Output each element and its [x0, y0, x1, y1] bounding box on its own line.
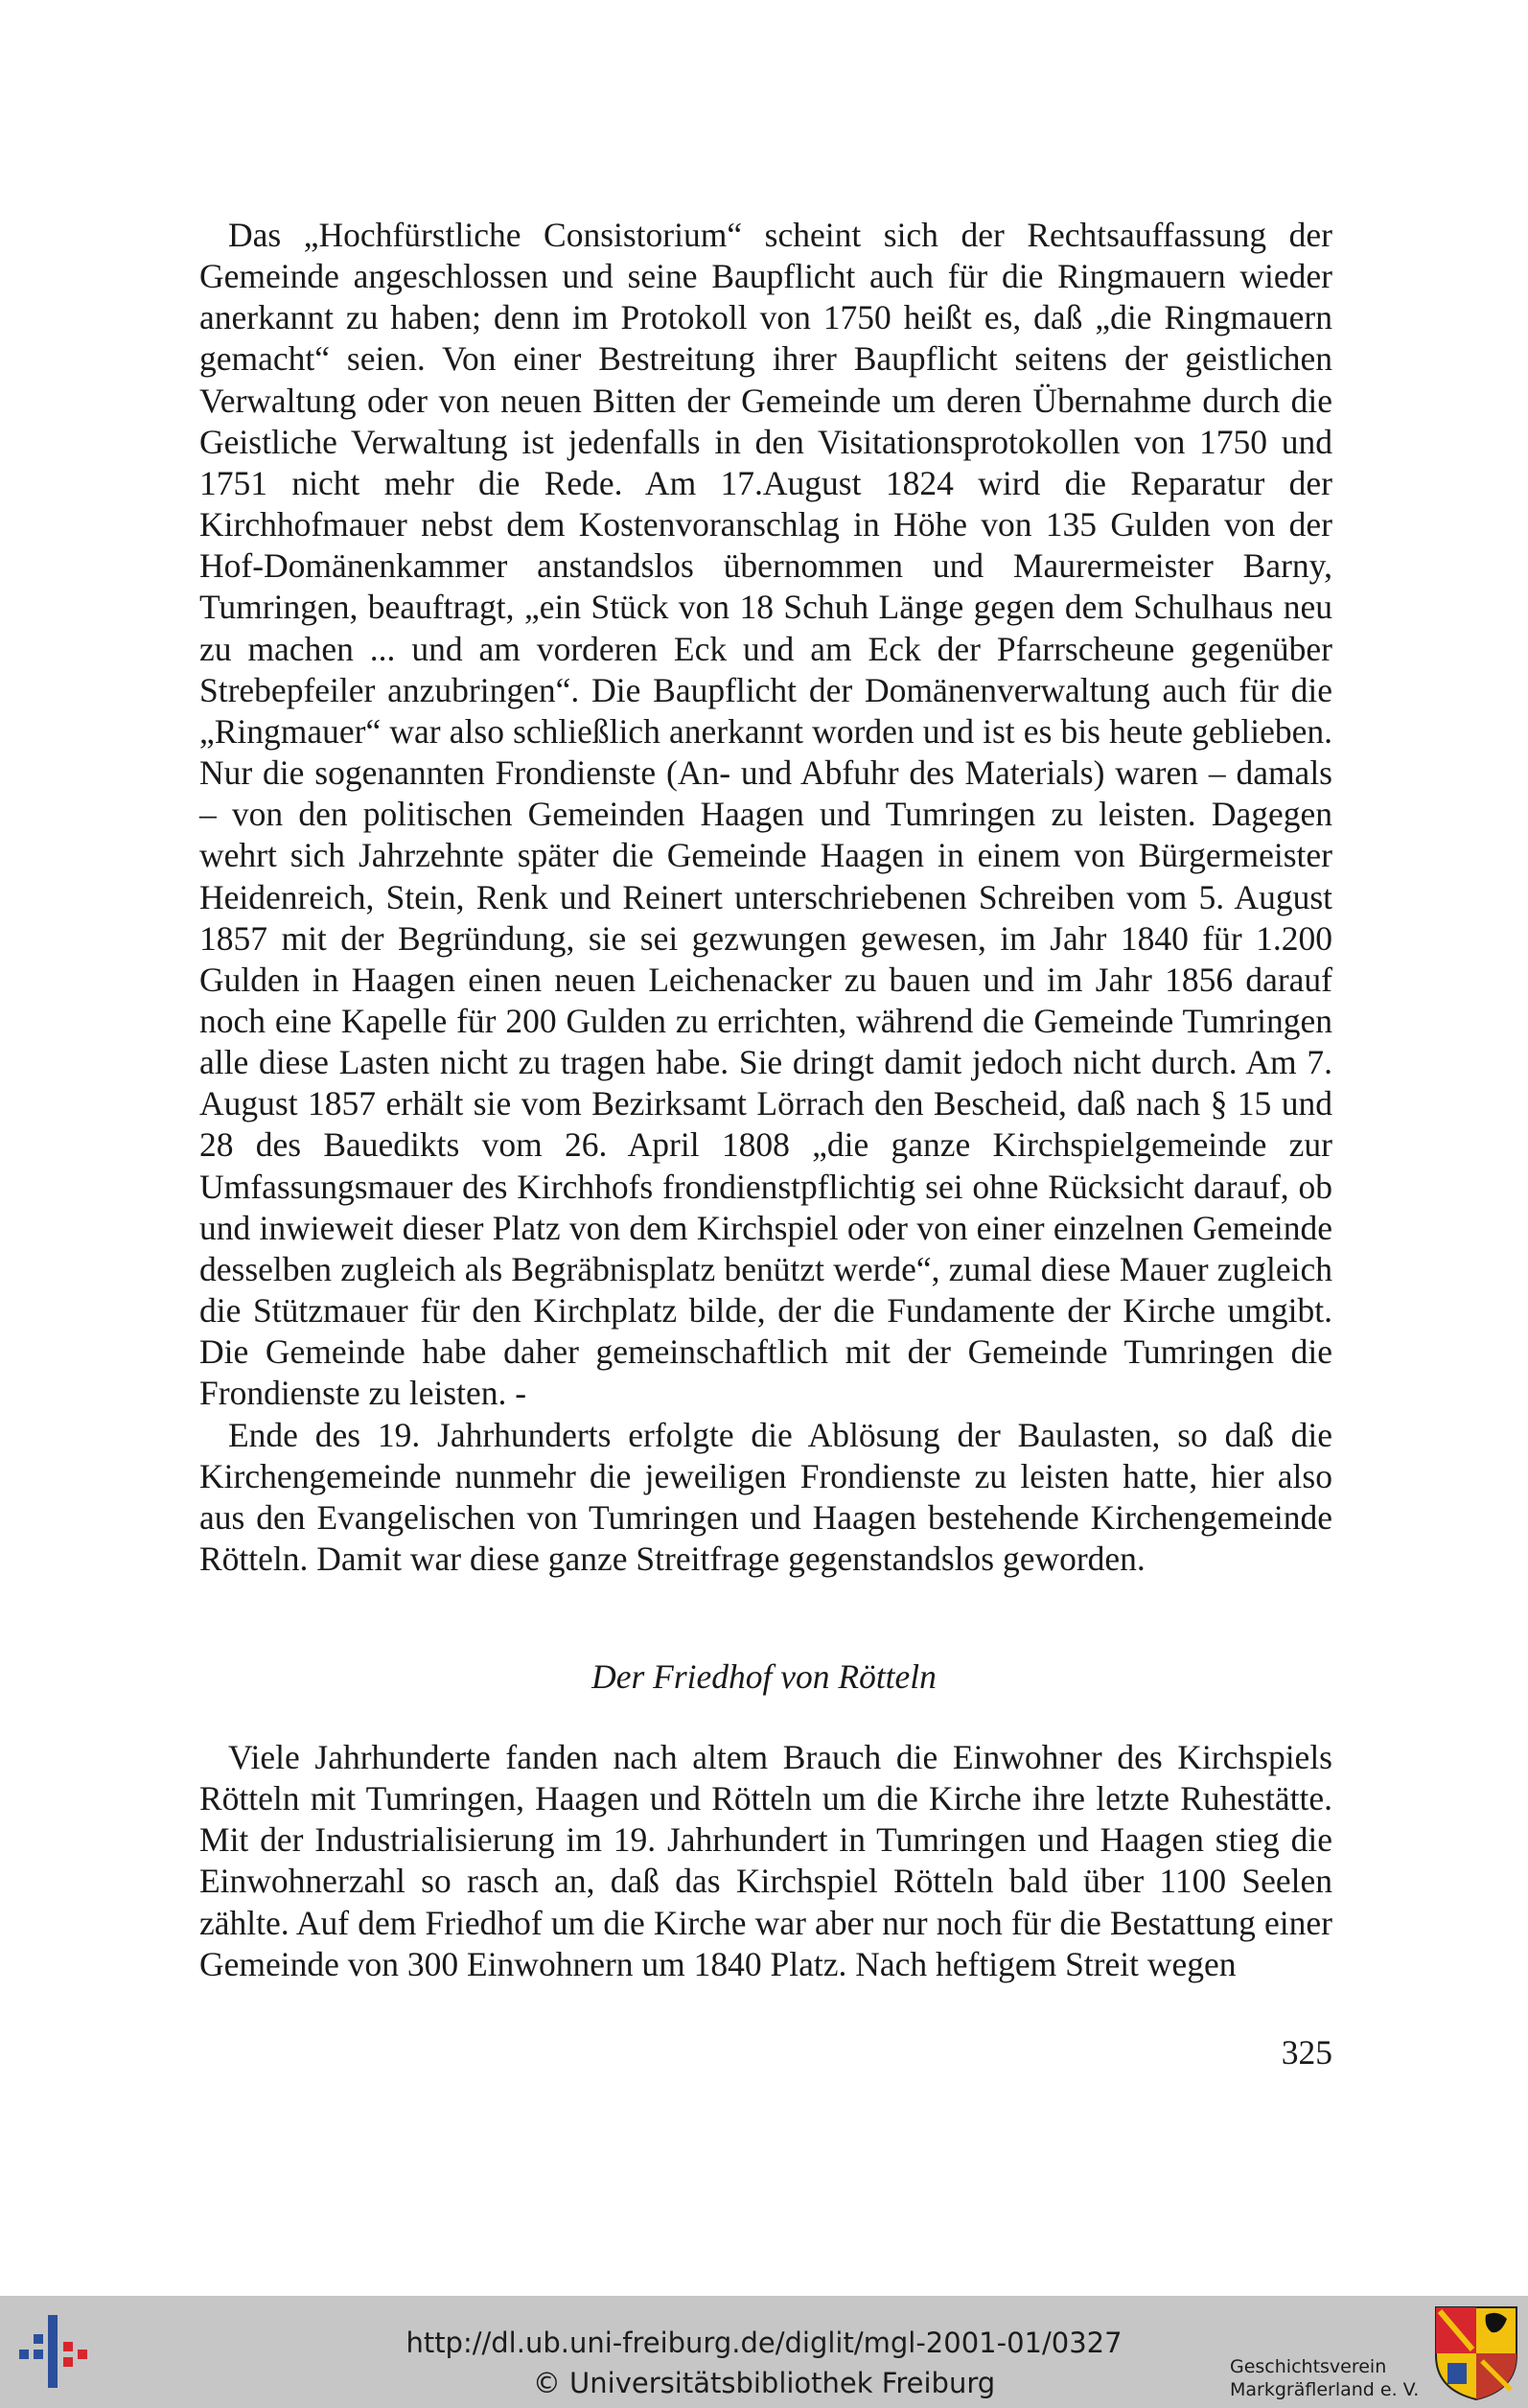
footer-bar: [0, 2296, 1528, 2408]
paragraph: Das „Hochfürstliche Consistorium“ scheint sich der Rechtsauffassung der Gemeinde angeschlossen und seine Baupflicht auch für die Ringmauern wieder anerkannt zu haben; denn im Protokoll von 1750 heißt es, daß „die Ringmauern gemacht“ seien. Von einer Bestreitung ihrer Baupflicht seitens der geistlichen Verwaltung oder von neuen Bitten der Gemeinde um deren Übernahme durch die Geistliche Verwaltung ist jedenfalls in den Visitationsprotokollen von 1750 und 1751 nicht mehr die Rede. Am 17.August 1824 wird die Reparatur der Kirchhofmauer nebst dem Kostenvoranschlag in Höhe von 135 Gulden von der Hof-Domänenkammer anstandslos übernommen und Maurermeister Barny, Tumringen, beauftragt, „ein Stück von 18 Schuh Länge gegen dem Schulhaus neu zu machen ... und am vorderen Eck und am Eck der Pfarrscheune gegenüber Strebepfeiler anzubringen“. Die Baupflicht der Domänenverwaltung auch für die „Ringmauer“ war also schließlich anerkannt worden und ist es bis heute geblieben. Nur die sogenannten Frondienste (An- und Abfuhr des Materials) waren – damals – von den politischen Gemeinden Haagen und Tumringen zu leisten. Dagegen wehrt sich Jahrzehnte später die Gemeinde Haagen in einem von Bürgermeister Heidenreich, Stein, Renk und Reinert unterschriebenen Schreiben vom 5. August 1857 mit der Begründung, sie sei gezwungen gewesen, im Jahr 1840 für 1.200 Gulden in Haagen einen neuen Leichenacker zu bauen und im Jahr 1856 darauf noch eine Kapelle für 200 Gulden zu errichten, während die Gemeinde Tumringen alle diese Lasten nicht zu tragen habe. Sie dringt damit jedoch nicht durch. Am 7. August 1857 erhält sie vom Bezirksamt Lörrach den Bescheid, daß nach § 15 und 28 des Bauedikts vom 26. April 1808 „die ganze Kirchspielgemeinde zur Umfassungsmauer des Kirchhofs frondienstpflichtig sei ohne Rücksicht darauf, ob und inwieweit dieser Platz von dem Kirchspiel oder von einer einzelnen Gemeinde desselben zugleich als Begräbnisplatz benützt werde“, zumal diese Mauer zugleich die Stützmauer für den Kirchplatz bilde, der die Fundamente der Kirche umgibt. Die Gemeinde habe daher gemeinschaftlich mit der Gemeinde Tumringen die Frondienste zu leisten. -: [199, 216, 1332, 1413]
society-crest-icon: [1434, 2305, 1518, 2401]
society-name-line1: Geschichtsverein: [1230, 2356, 1387, 2377]
footer-copyright: © Universitätsbibliothek Freiburg: [532, 2367, 996, 2399]
body-text-block: [199, 215, 1332, 1580]
body-text-block-2: [199, 1737, 1332, 1985]
section-heading: Der Friedhof von Rötteln: [591, 1657, 937, 1696]
society-name-line2: Markgräflerland e. V.: [1230, 2379, 1420, 2400]
footer-url[interactable]: http://dl.ub.uni-freiburg.de/diglit/mgl-2001-01/0327: [405, 2327, 1123, 2359]
society-name: [1230, 2355, 1419, 2401]
paragraph: Viele Jahrhunderte fanden nach altem Brauch die Einwohner des Kirchspiels Rötteln mit Tumringen, Haagen und Rötteln um die Kirche ihre letzte Ruhestätte. Mit der Industrialisierung im 19. Jahrhundert in Tumringen und Haagen stieg die Einwohnerzahl so rasch an, daß das Kirchspiel Rötteln bald über 1100 Seelen zählte. Auf dem Friedhof um die Kirche war aber nur noch für die Bestattung einer Gemeinde von 300 Einwohnern um 1840 Platz. Nach heftigem Streit wegen: [199, 1738, 1332, 1983]
page-number: 325: [1281, 2033, 1332, 2072]
paragraph: Ende des 19. Jahrhunderts erfolgte die Ablösung der Baulasten, so daß die Kirchengemeinde nunmehr die jeweiligen Frondienste zu leisten hatte, hier also aus den Evangelischen von Tumringen und Haagen bestehende Kirchengemeinde Rötteln. Damit war diese ganze Streitfrage gegenstandslos geworden.: [199, 1415, 1332, 1578]
